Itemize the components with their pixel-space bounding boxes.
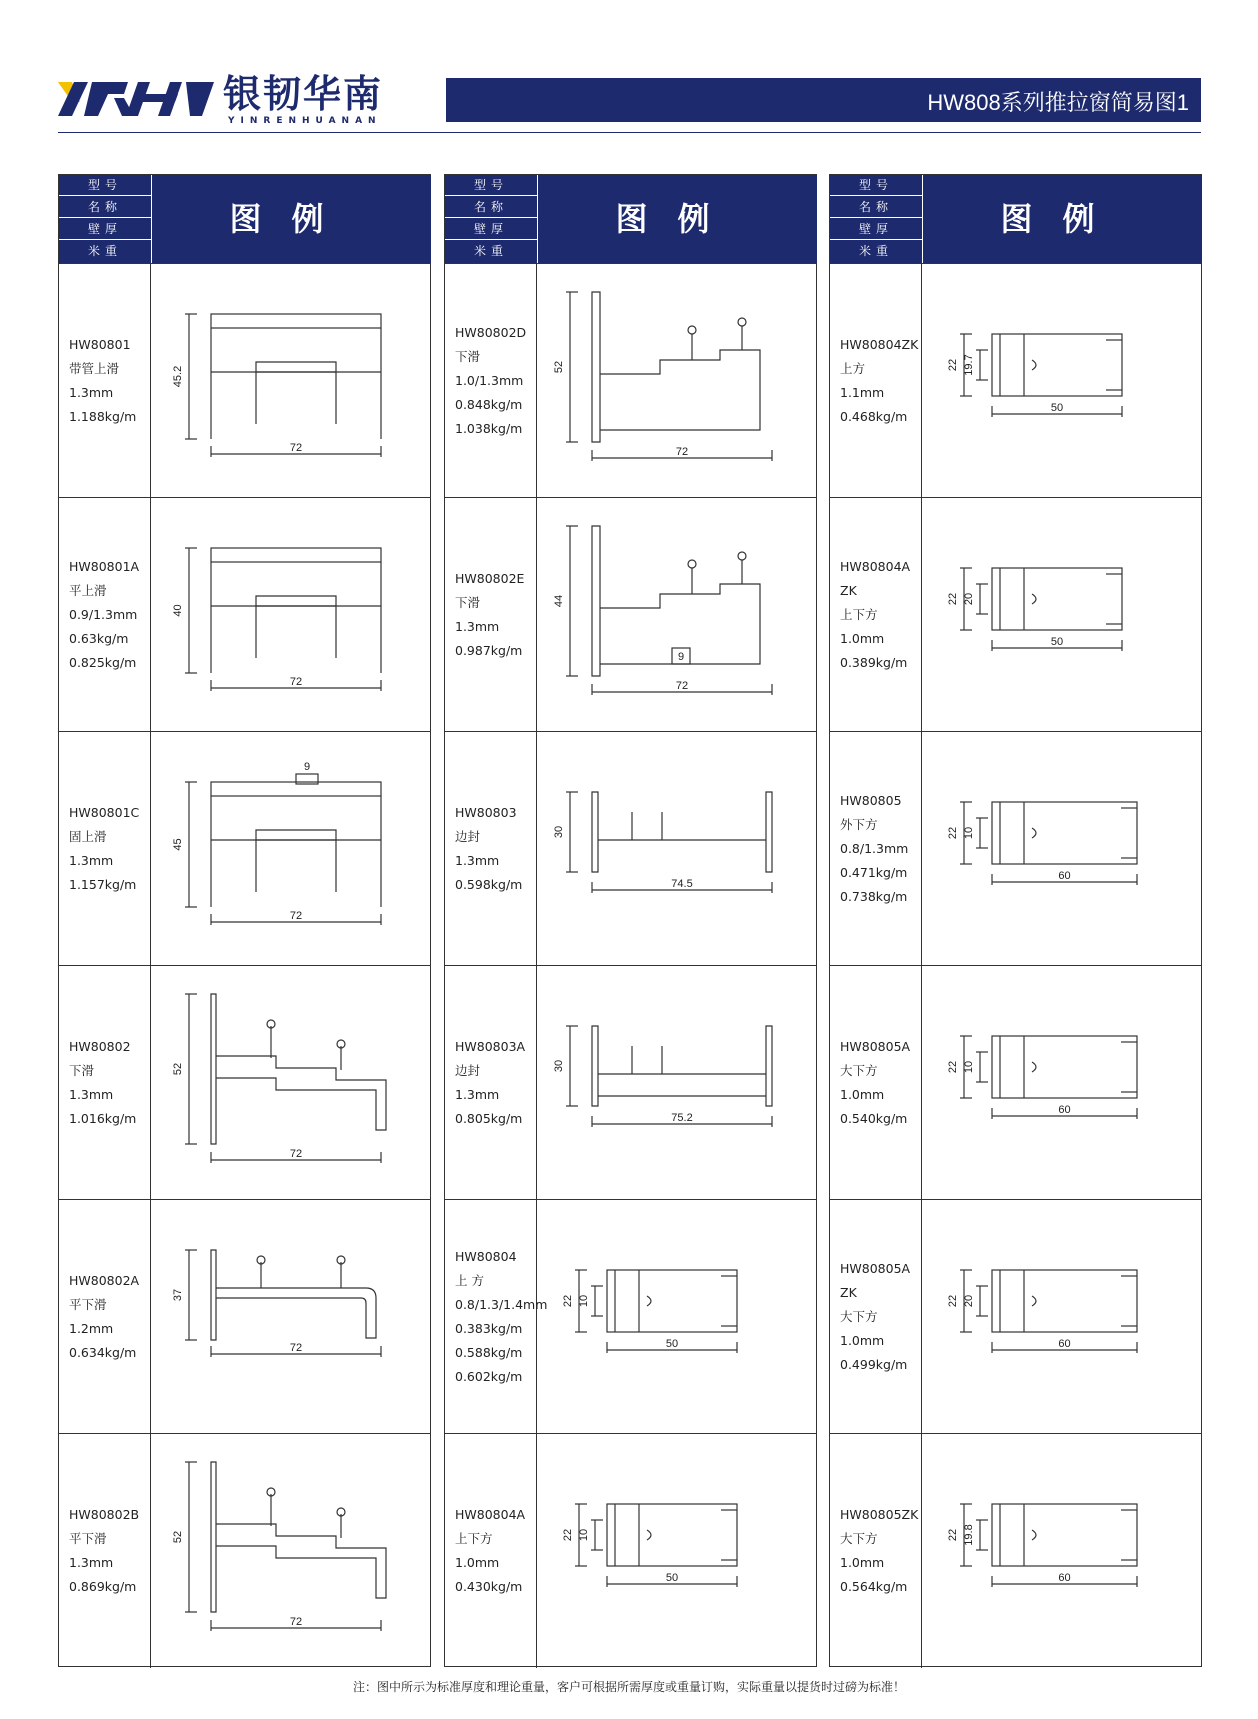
profile-spec-line: 下滑 (455, 595, 481, 610)
table-row (830, 263, 1201, 498)
table-row (59, 497, 430, 732)
brand-name-en: YINRENHUANAN (228, 116, 382, 126)
table-row (445, 497, 816, 732)
profile-spec-line: 1.038kg/m (455, 421, 523, 436)
profile-spec-line: 平下滑 (69, 1297, 107, 1312)
dimension-height-label: 19.7 (963, 354, 975, 376)
dimension-slot-label: 9 (677, 651, 685, 663)
profile-drawing (566, 1026, 772, 1127)
dimension-height-label: 22 (947, 1528, 959, 1542)
dimension-height-label: 22 (562, 1528, 574, 1542)
table-row (830, 731, 1201, 966)
profile-model-number: HW80805A (840, 1039, 911, 1054)
dimension-width-label: 60 (1058, 870, 1071, 882)
profile-spec-line: 1.0mm (455, 1555, 500, 1570)
profile-spec-line: 0.869kg/m (69, 1579, 137, 1594)
profile-spec-text (69, 333, 136, 429)
profile-spec-line: 0.564kg/m (840, 1579, 908, 1594)
profile-spec-line: 1.016kg/m (69, 1111, 137, 1126)
profile-spec-line: 0.588kg/m (455, 1345, 523, 1360)
dimension-height-label: 22 (562, 1294, 574, 1308)
profile-model-number: HW80805ZK (840, 1507, 919, 1522)
profile-spec-line: 下滑 (69, 1063, 95, 1078)
profile-model-number: HW80804 (455, 1249, 517, 1264)
profile-model-number: HW80804A (455, 1507, 526, 1522)
profile-drawing (575, 1270, 737, 1353)
profile-spec-line: 0.602kg/m (455, 1369, 523, 1384)
dimension-height-label: 30 (553, 1059, 565, 1073)
dimension-height-label: 45.2 (172, 365, 184, 388)
dimension-width-label: 72 (289, 910, 303, 922)
profile-section-drawing (151, 1200, 430, 1434)
profile-spec-cell (830, 264, 922, 498)
profile-drawing (185, 314, 381, 457)
profile-spec-line: 固上滑 (69, 829, 107, 844)
profile-spec-text (840, 555, 910, 675)
profile-model-number: HW80801C (69, 805, 140, 820)
profile-table-column (58, 174, 431, 1667)
header-field-label: 名称 (59, 197, 151, 218)
profile-spec-line: 0.468kg/m (840, 409, 908, 424)
profile-spec-text (69, 1269, 139, 1365)
header-field-label: 米重 (87, 244, 122, 258)
profile-spec-line: 1.0mm (840, 1087, 885, 1102)
profile-spec-cell (59, 966, 151, 1200)
brand-name-cn: 银韧华南 (223, 72, 384, 116)
profile-spec-line: 0.8/1.3/1.4mm (455, 1297, 548, 1312)
profile-spec-text (69, 801, 139, 897)
table-row (830, 497, 1201, 732)
profile-drawing (960, 1270, 1137, 1353)
profile-spec-line: 0.805kg/m (455, 1111, 523, 1126)
footnote: 注：图中所示为标准厚度和理论重量，客户可根据所需厚度或重量订购，实际重量以提货时过磅为标准！ (352, 1680, 905, 1694)
dimension-height-label: 44 (553, 594, 565, 608)
profile-table-column (444, 174, 817, 1667)
profile-model-number: HW80805 (840, 793, 902, 808)
profile-spec-text (455, 1245, 547, 1389)
dimension-height-label: 22 (947, 358, 959, 372)
profile-spec-text (840, 1503, 918, 1599)
profile-model-number: HW80801 (69, 337, 131, 352)
profile-spec-cell (59, 1434, 151, 1668)
profile-spec-line: 1.3mm (69, 1087, 114, 1102)
profile-spec-line: 1.3mm (455, 1087, 500, 1102)
profile-spec-text (69, 555, 139, 675)
profile-spec-line: 0.499kg/m (840, 1357, 908, 1372)
table-row (445, 263, 816, 498)
profile-spec-text (455, 1503, 525, 1599)
profile-section-drawing (922, 1434, 1201, 1668)
profile-drawing (185, 774, 381, 925)
profile-drawing (185, 994, 386, 1163)
profile-spec-line: 0.8/1.3mm (840, 841, 909, 856)
profile-spec-cell (830, 498, 922, 732)
profile-spec-line: 1.3mm (69, 1555, 114, 1570)
dimension-width-label: 60 (1058, 1338, 1071, 1350)
dimension-width-label: 50 (1050, 636, 1064, 648)
profile-drawing (960, 802, 1137, 885)
dimension-width-label: 72 (289, 1616, 303, 1628)
table-row (59, 263, 430, 498)
profile-spec-cell (830, 1434, 922, 1668)
profile-spec-text (455, 1035, 525, 1131)
profile-drawing-cell (537, 498, 816, 732)
dimension-width-label: 72 (289, 442, 303, 454)
profile-drawing-cell (922, 498, 1201, 732)
dimension-height-label: 52 (553, 360, 565, 374)
profile-spec-line: 0.987kg/m (455, 643, 523, 658)
profile-model-number: HW80804A (840, 559, 911, 574)
profile-section-drawing (922, 966, 1201, 1200)
profile-spec-line: 1.1mm (840, 385, 885, 400)
profile-drawing-cell (537, 1200, 816, 1434)
profile-section-drawing (151, 966, 430, 1200)
profile-spec-cell (830, 1200, 922, 1434)
profile-drawing (575, 1504, 737, 1587)
table-row (59, 1199, 430, 1434)
dimension-height-label: 40 (172, 604, 184, 617)
table-row (830, 1199, 1201, 1434)
profile-section-drawing (922, 498, 1201, 732)
profile-spec-cell (445, 966, 537, 1200)
dimension-height-label: 19.8 (963, 1524, 975, 1546)
profile-drawing (960, 334, 1122, 417)
profile-spec-line: 1.3mm (69, 853, 114, 868)
profile-spec-line: 下滑 (455, 349, 481, 364)
dimension-height-label: 20 (963, 1294, 975, 1308)
profile-model-number: HW80801A (69, 559, 140, 574)
profile-spec-line: 1.0/1.3mm (455, 373, 524, 388)
dimension-width-label: 72 (675, 446, 689, 458)
profile-drawing (960, 1504, 1137, 1587)
profile-section-drawing (922, 1200, 1201, 1434)
profile-spec-cell (59, 264, 151, 498)
profile-drawing (185, 1250, 381, 1357)
table-row (59, 1433, 430, 1668)
table-row (59, 731, 430, 966)
profile-drawing-cell (537, 732, 816, 966)
profile-spec-cell (830, 966, 922, 1200)
profile-spec-line: 外下方 (840, 817, 878, 832)
profile-spec-line: 0.540kg/m (840, 1111, 908, 1126)
profile-spec-line: 1.3mm (455, 853, 500, 868)
profile-section-drawing (922, 264, 1201, 498)
dimension-width-label: 50 (1050, 402, 1064, 414)
profile-model-number: HW80802E (455, 571, 525, 586)
legend-heading: 图例 (538, 175, 817, 263)
brand-logo (58, 74, 428, 126)
dimension-height-label: 10 (963, 1060, 975, 1074)
profile-drawing-cell (151, 966, 430, 1200)
profile-spec-line: 大下方 (840, 1063, 878, 1078)
profile-spec-line: 0.634kg/m (69, 1345, 137, 1360)
profile-spec-line: 平下滑 (69, 1531, 107, 1546)
profile-drawing-cell (151, 264, 430, 498)
profile-drawing-cell (151, 732, 430, 966)
profile-drawing-cell (922, 1200, 1201, 1434)
dimension-height-label: 10 (578, 1294, 590, 1308)
profile-model-number: HW80802D (455, 325, 527, 340)
dimension-height-label: 30 (553, 825, 565, 839)
dimension-width-label: 60 (1058, 1572, 1071, 1584)
profile-spec-line: 1.3mm (69, 385, 114, 400)
page-header (58, 64, 1201, 134)
profile-drawing (566, 292, 772, 461)
profile-spec-cell (445, 498, 537, 732)
table-header (830, 175, 1201, 263)
profile-spec-line: 0.598kg/m (455, 877, 523, 892)
profile-spec-cell (830, 732, 922, 966)
profile-drawing-cell (537, 966, 816, 1200)
header-field-labels (59, 175, 151, 263)
profile-spec-cell (445, 1434, 537, 1668)
profile-spec-line: 0.389kg/m (840, 655, 908, 670)
profile-drawing-cell (151, 498, 430, 732)
profile-section-drawing (537, 264, 816, 498)
profile-spec-text (840, 1257, 910, 1377)
profile-spec-line: 0.738kg/m (840, 889, 908, 904)
profile-section-drawing (151, 1434, 430, 1668)
profile-drawing (185, 548, 381, 691)
dimension-width-label: 72 (289, 1342, 303, 1354)
dimension-height-label: 52 (172, 1530, 184, 1544)
dimension-height-label: 37 (172, 1288, 184, 1302)
profile-model-number: HW80803 (455, 805, 517, 820)
profile-spec-cell (59, 1200, 151, 1434)
header-field-label: 米重 (473, 244, 508, 258)
profile-spec-line: 上下方 (840, 607, 878, 622)
profile-spec-cell (59, 498, 151, 732)
header-field-label: 型号 (830, 175, 922, 196)
profile-spec-line: 大下方 (840, 1309, 878, 1324)
header-field-label: 型号 (445, 175, 537, 196)
table-row (445, 1199, 816, 1434)
profile-section-drawing (537, 1434, 816, 1668)
header-field-label: 壁厚 (830, 219, 922, 240)
profile-spec-line: 0.848kg/m (455, 397, 523, 412)
dimension-height-label: 10 (963, 826, 975, 840)
dimension-height-label: 45 (172, 838, 184, 851)
profile-spec-line: 0.430kg/m (455, 1579, 523, 1594)
profile-spec-line: 1.0mm (840, 631, 885, 646)
profile-drawing-cell (922, 966, 1201, 1200)
profile-spec-cell (445, 264, 537, 498)
table-row (830, 1433, 1201, 1668)
table-row (445, 1433, 816, 1668)
dimension-width-label: 50 (665, 1338, 679, 1350)
profile-section-drawing (151, 732, 430, 966)
profile-spec-line: ZK (840, 1285, 857, 1300)
profile-spec-line: 1.157kg/m (69, 877, 137, 892)
profile-drawing (960, 568, 1122, 651)
profile-spec-line: 0.63kg/m (69, 631, 129, 646)
profile-spec-line: 0.471kg/m (840, 865, 908, 880)
profile-spec-line: 大下方 (840, 1531, 878, 1546)
dimension-width-label: 72 (289, 676, 303, 688)
dimension-height-label: 22 (947, 592, 959, 606)
dimension-width-label: 72 (289, 1148, 303, 1160)
profile-model-number: HW80804ZK (840, 337, 919, 352)
profile-model-number: HW80803A (455, 1039, 526, 1054)
dimension-width-label: 50 (665, 1572, 679, 1584)
profile-section-drawing (151, 264, 430, 498)
dimension-width-label: 60 (1058, 1104, 1071, 1116)
table-header (59, 175, 430, 263)
profile-model-number: HW80802 (69, 1039, 131, 1054)
dimension-height-label: 22 (947, 1294, 959, 1308)
profile-drawing-cell (922, 732, 1201, 966)
header-field-labels (445, 175, 537, 263)
profile-drawing-cell (151, 1434, 430, 1668)
profile-section-drawing (537, 966, 816, 1200)
profile-model-number: HW80802A (69, 1273, 140, 1288)
profile-spec-text (455, 567, 524, 663)
header-field-label: 名称 (445, 197, 537, 218)
header-field-label: 壁厚 (445, 219, 537, 240)
profile-drawing (960, 1036, 1137, 1119)
profile-spec-line: 1.0mm (840, 1333, 885, 1348)
header-divider (58, 132, 1201, 133)
profile-spec-text (840, 789, 908, 909)
profile-spec-text (840, 1035, 910, 1131)
dimension-width-label: 75.2 (671, 1112, 693, 1124)
profile-spec-line: 1.0mm (840, 1555, 885, 1570)
profile-spec-line: 1.2mm (69, 1321, 114, 1336)
profile-spec-line: 平上滑 (69, 583, 107, 598)
yrh-logo-mark (58, 74, 218, 124)
profile-drawing-cell (537, 264, 816, 498)
profile-spec-text (455, 801, 522, 897)
dimension-width-label: 72 (675, 680, 689, 692)
dimension-height-label: 10 (578, 1528, 590, 1542)
legend-heading: 图例 (923, 175, 1202, 263)
table-row (59, 965, 430, 1200)
profile-spec-text (69, 1035, 136, 1131)
profile-spec-line: 1.3mm (455, 619, 500, 634)
dimension-height-label: 20 (963, 592, 975, 606)
profile-spec-cell (445, 1200, 548, 1434)
profile-spec-line: 0.825kg/m (69, 655, 137, 670)
profile-section-drawing (537, 498, 816, 732)
profile-section-drawing (537, 732, 816, 966)
profile-drawing-cell (537, 1434, 816, 1668)
profile-spec-line: 边封 (455, 829, 481, 844)
profile-spec-line: 上下方 (455, 1531, 493, 1546)
profile-drawing-cell (922, 1434, 1201, 1668)
dimension-height-label: 22 (947, 826, 959, 840)
table-row (445, 965, 816, 1200)
table-header (445, 175, 816, 263)
header-field-label: 型号 (59, 175, 151, 196)
dimension-height-label: 52 (172, 1062, 184, 1076)
profile-table-column (829, 174, 1202, 1667)
profile-section-drawing (537, 1200, 816, 1434)
table-row (445, 731, 816, 966)
profile-spec-line: 1.188kg/m (69, 409, 137, 424)
profile-spec-line: 上方 (840, 361, 866, 376)
header-field-label: 壁厚 (59, 219, 151, 240)
profile-spec-text (69, 1503, 139, 1599)
dimension-height-label: 22 (947, 1060, 959, 1074)
profile-drawing-cell (151, 1200, 430, 1434)
profile-spec-text (840, 333, 918, 429)
profile-spec-line: 边封 (455, 1063, 481, 1078)
title-bar (446, 78, 1201, 122)
profile-drawing (566, 792, 772, 893)
profile-spec-line: 上 方 (455, 1273, 484, 1288)
profile-section-drawing (922, 732, 1201, 966)
dimension-slot-label: 9 (303, 761, 311, 773)
profile-model-number: HW80805A (840, 1261, 911, 1276)
profile-spec-cell (59, 732, 151, 966)
profile-drawing (566, 526, 772, 695)
header-field-label: 米重 (858, 244, 893, 258)
legend-heading: 图例 (152, 175, 431, 263)
profile-drawing-cell (922, 264, 1201, 498)
profile-drawing (185, 1462, 386, 1631)
profile-spec-line: 0.383kg/m (455, 1321, 523, 1336)
table-row (830, 965, 1201, 1200)
header-field-label: 名称 (830, 197, 922, 218)
profile-model-number: HW80802B (69, 1507, 140, 1522)
header-field-labels (830, 175, 922, 263)
profile-spec-line: ZK (840, 583, 857, 598)
profile-spec-line: 0.9/1.3mm (69, 607, 138, 622)
profile-spec-line: 带管上滑 (69, 361, 120, 376)
dimension-width-label: 74.5 (671, 878, 693, 890)
profile-section-drawing (151, 498, 430, 732)
profile-spec-text (455, 321, 526, 441)
profile-spec-cell (445, 732, 537, 966)
page-title: HW808系列推拉窗简易图1 (927, 90, 1189, 115)
